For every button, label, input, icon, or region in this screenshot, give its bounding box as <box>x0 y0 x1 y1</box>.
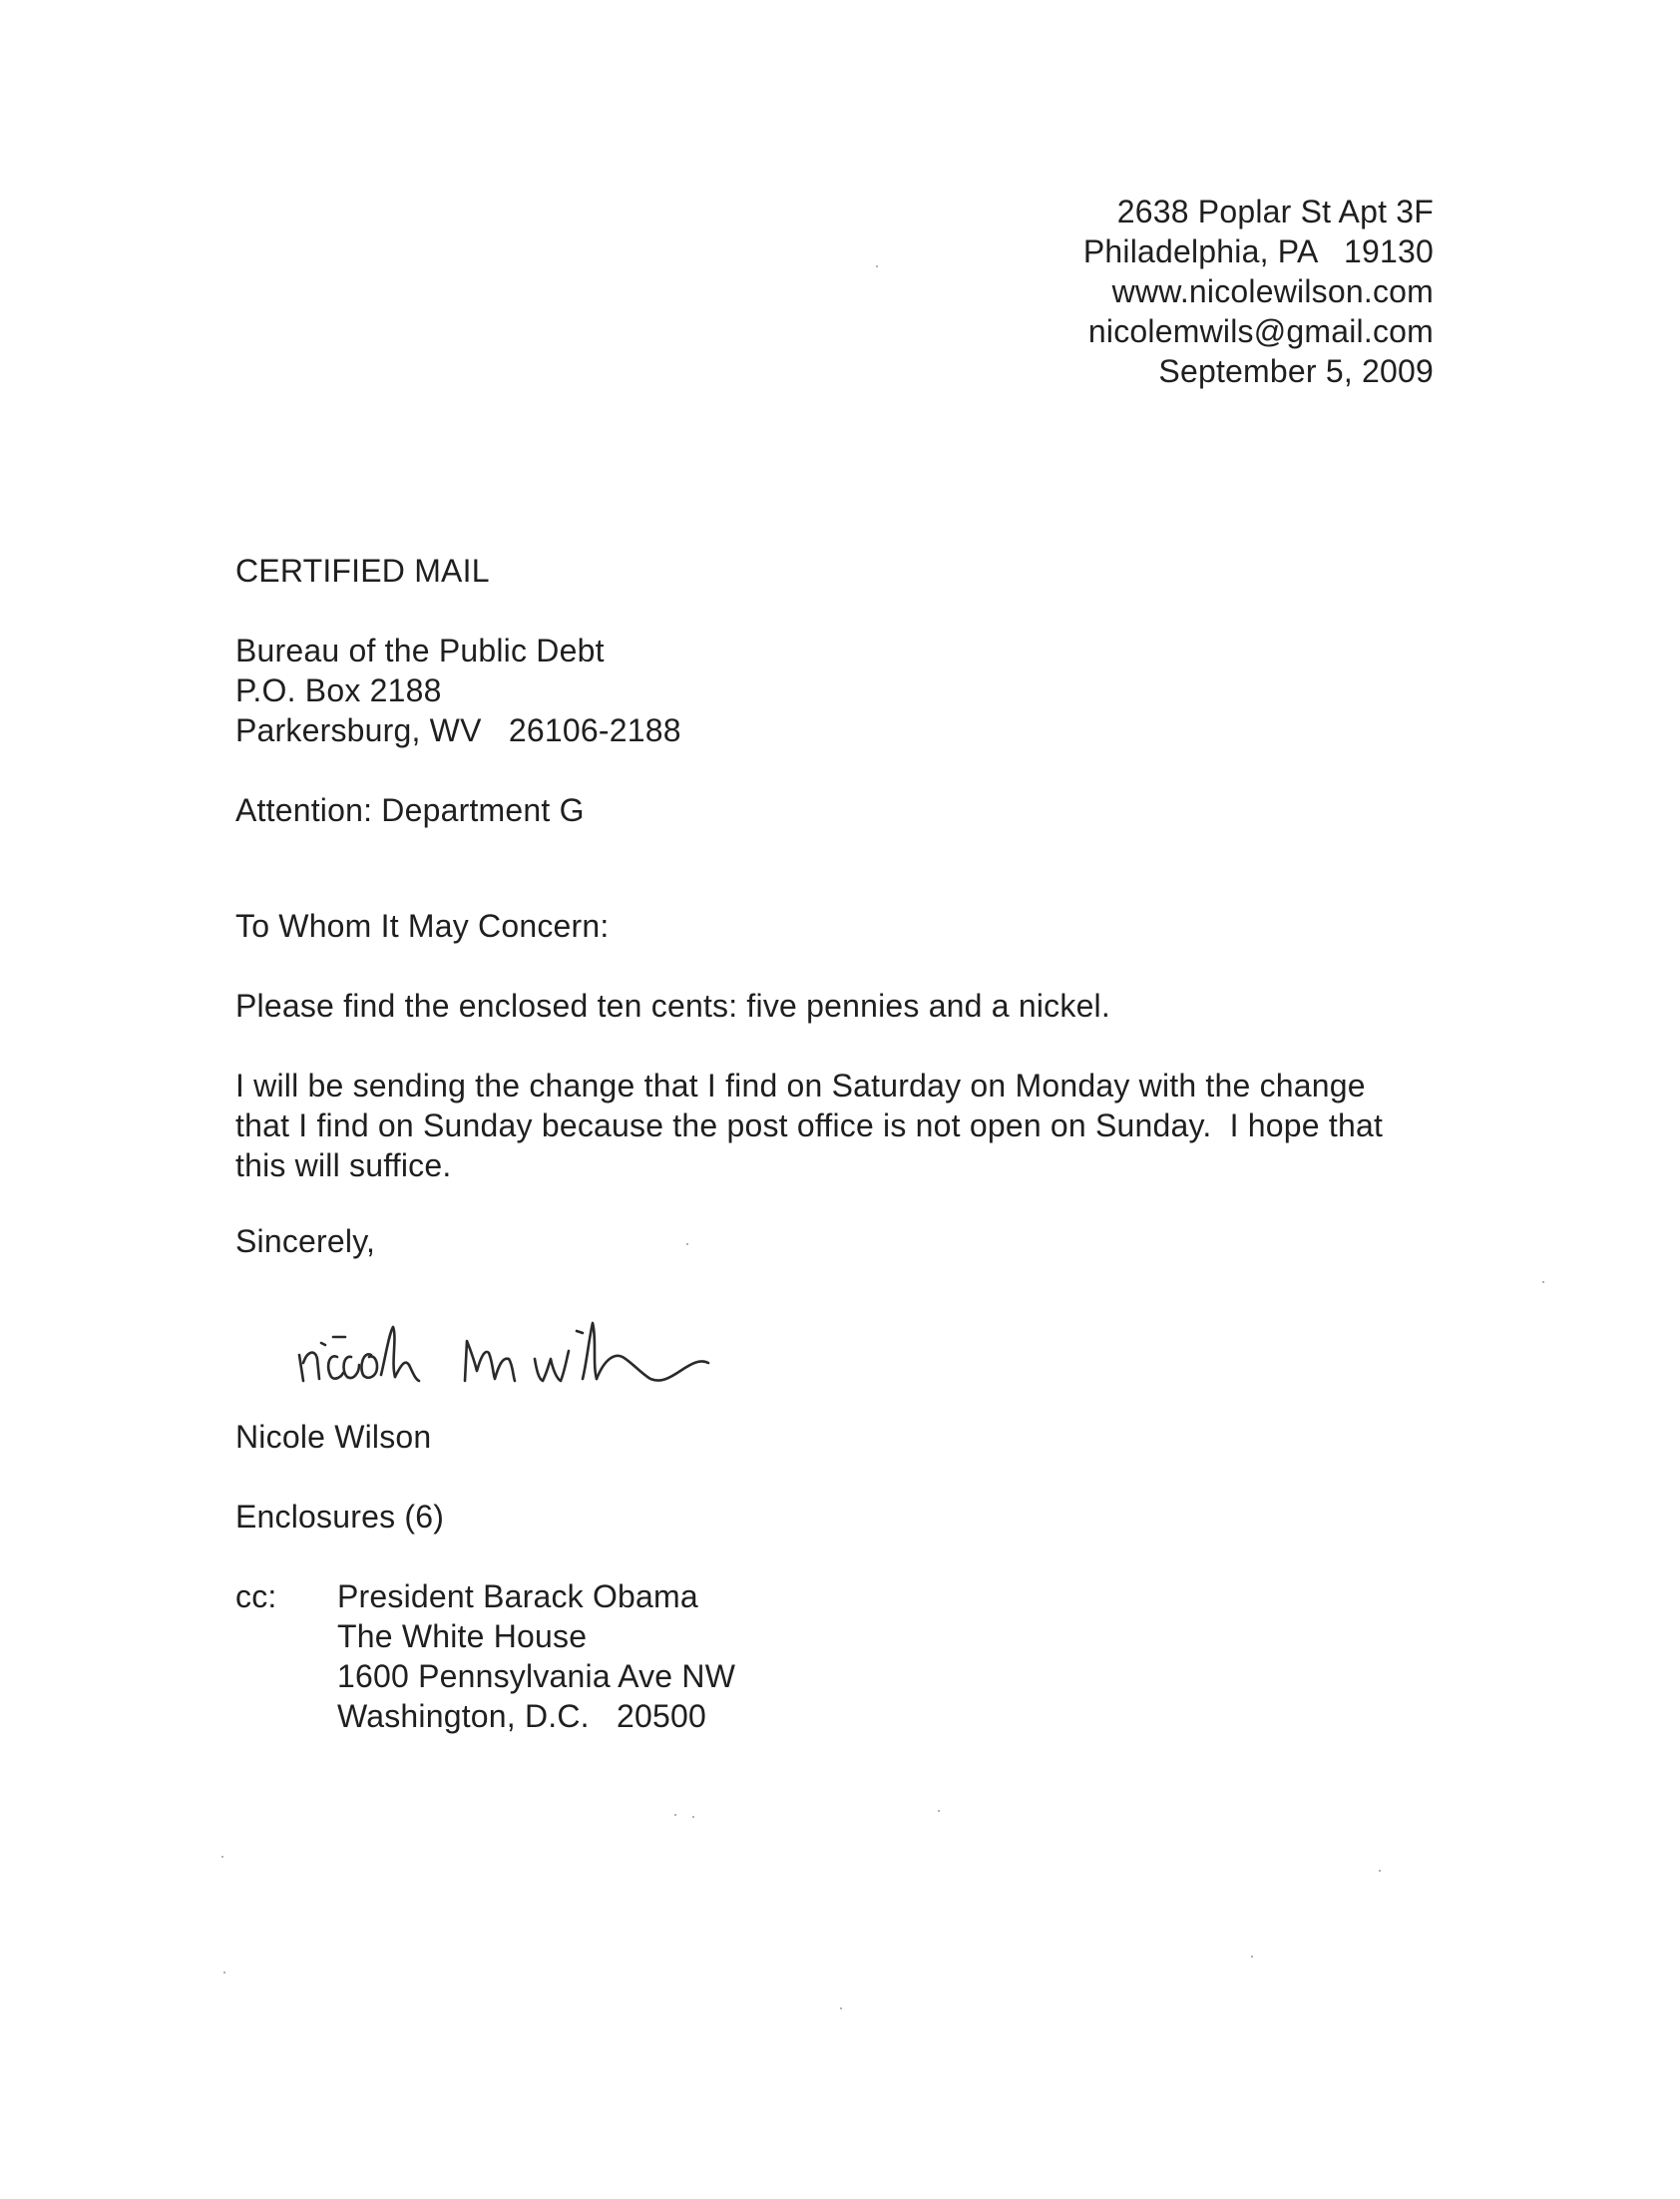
scan-speck <box>674 1814 676 1816</box>
enclosures-note: Enclosures (6) <box>235 1499 445 1535</box>
cc-line: The White House <box>337 1618 588 1654</box>
scan-speck <box>876 265 878 267</box>
signer-name: Nicole Wilson <box>235 1419 432 1455</box>
cc-line: President Barack Obama <box>337 1578 698 1614</box>
scan-speck <box>692 1816 694 1818</box>
scan-speck <box>221 1856 223 1858</box>
body-paragraph-2-line: that I find on Sunday because the post office is not open on Sunday. I hope that <box>235 1107 1384 1143</box>
handwritten-signature <box>289 1293 808 1403</box>
recipient-city-line: Parkersburg, WV 26106-2188 <box>235 712 681 748</box>
salutation: To Whom It May Concern: <box>235 908 610 944</box>
scan-speck <box>1379 1870 1381 1872</box>
body-paragraph-1: Please find the enclosed ten cents: five pennies and a nickel. <box>235 988 1110 1024</box>
cc-label: cc: <box>235 1578 277 1614</box>
sender-email: nicolemwils@gmail.com <box>1087 313 1434 349</box>
closing: Sincerely, <box>235 1223 376 1259</box>
recipient-box: P.O. Box 2188 <box>235 672 442 708</box>
sender-street: 2638 Poplar St Apt 3F <box>1116 194 1434 229</box>
scan-speck <box>938 1810 940 1812</box>
mail-type: CERTIFIED MAIL <box>235 553 490 589</box>
body-paragraph-2-line: this will suffice. <box>235 1147 452 1183</box>
scan-speck <box>1542 1281 1544 1283</box>
scan-speck <box>686 1243 688 1245</box>
scan-speck <box>840 2007 842 2009</box>
scan-speck <box>1251 1956 1253 1958</box>
scan-speck <box>223 1972 225 1974</box>
recipient-name: Bureau of the Public Debt <box>235 633 605 668</box>
sender-website: www.nicolewilson.com <box>1111 273 1434 309</box>
cc-line: Washington, D.C. 20500 <box>337 1698 707 1734</box>
cc-line: 1600 Pennsylvania Ave NW <box>337 1658 736 1694</box>
letter-date: September 5, 2009 <box>1158 353 1434 389</box>
attention-line: Attention: Department G <box>235 792 585 828</box>
sender-city-line: Philadelphia, PA 19130 <box>1082 233 1434 269</box>
body-paragraph-2-line: I will be sending the change that I find on Saturday on Monday with the change <box>235 1068 1366 1103</box>
